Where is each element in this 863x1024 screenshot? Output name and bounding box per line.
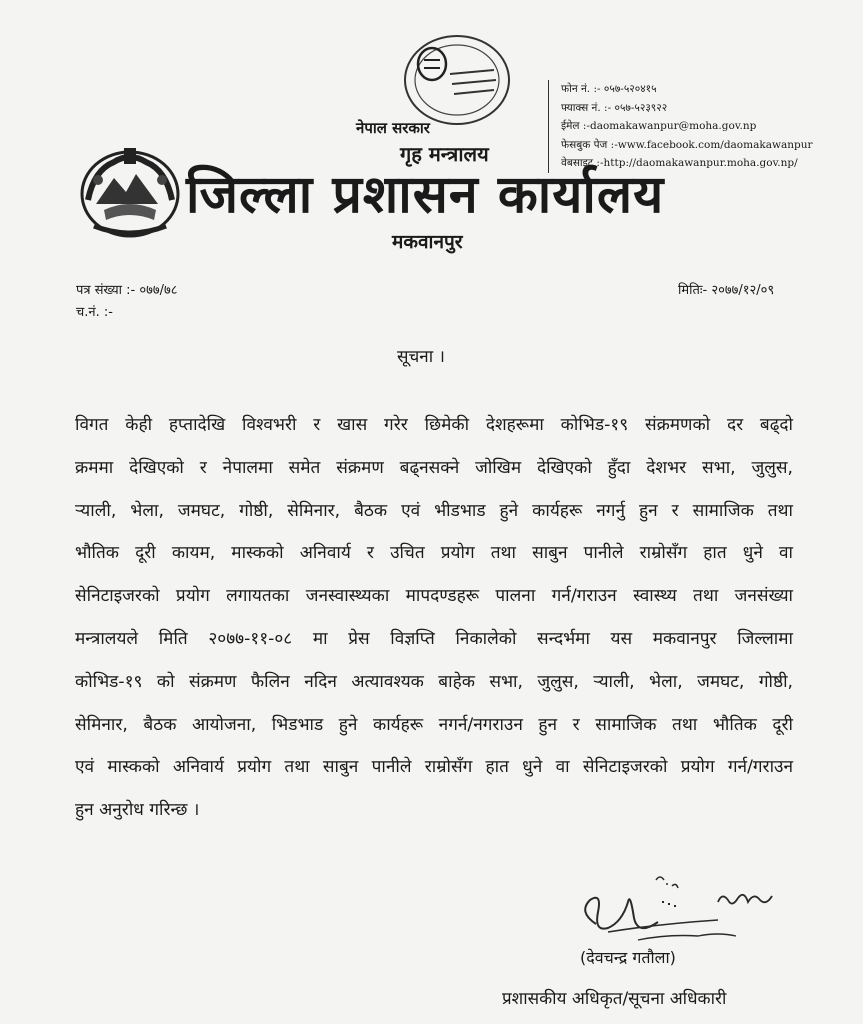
dispatch-number: च.नं. :- <box>76 305 113 320</box>
reference-block <box>76 280 178 324</box>
handwritten-signature <box>568 862 788 952</box>
notice-title: सूचना । <box>397 347 445 367</box>
body-line: विगत केही हप्तादेखि विश्वभरी र खास गरेर छिमेकी देशहरूमा कोभिड-१९ संक्रमणको दर बढ्दो <box>75 415 793 435</box>
body-line: हुन अनुरोध गरिन्छ । <box>75 800 200 821</box>
office-title: जिल्ला प्रशासन कार्यालय <box>186 165 665 225</box>
signer-name: (देवचन्द्र गतौला) <box>580 948 676 967</box>
body-line: सेनिटाइजरको प्रयोग लगायतका जनस्वास्थ्यका मापदण्डहरू पालना गर्न/गराउन स्वास्थ्य तथा जनसंख्या <box>75 586 793 607</box>
contact-email: ईमेल :-daomakawanpur@moha.gov.np <box>561 120 757 132</box>
notice-body <box>75 404 793 832</box>
body-line: सेमिनार, बैठक आयोजना, भिडभाड हुने कार्यहरू नगर्न/नगराउन हुन र सामाजिक तथा भौतिक दूरी <box>75 714 793 735</box>
contact-phone: फोन नं. :- ०५७-५२०४१५ <box>561 83 657 95</box>
letter-number: पत्र संख्या :- ०७७/७८ <box>76 283 178 298</box>
body-line: र्‍याली, भेला, जमघट, गोष्ठी, सेमिनार, बैठक एवं भीडभाड हुने कार्यहरू नगर्नु हुन र सामाजिक तथा <box>75 500 793 521</box>
letter-date: मितिः- २०७७/१२/०९ <box>678 283 775 298</box>
contact-facebook: फेसबुक पेज :-www.facebook.com/daomakawanpur <box>561 138 813 151</box>
body-line: भौतिक दूरी कायम, मास्कको अनिवार्य र उचित प्रयोग तथा साबुन पानीले राम्रोसँग हात धुने वा <box>75 543 793 564</box>
office-stamp-icon <box>398 30 516 130</box>
body-line: मन्त्रालयले मिति २०७७-११-०८ मा प्रेस विज्ञप्ति निकालेको सन्दर्भमा यस मकवानपुर जिल्लामा <box>75 628 793 649</box>
nepal-emblem-icon <box>74 140 186 244</box>
body-line: क्रममा देखिएको र नेपालमा समेत संक्रमण बढ्नसक्ने जोखिम देखिएको हुँदा देशभर सभा, जुलुस, <box>75 457 793 478</box>
contact-block <box>548 80 861 173</box>
contact-fax: फ्याक्स नं. :- ०५७-५२३९२२ <box>561 101 668 114</box>
district-name: मकवानपुर <box>392 231 463 253</box>
body-line: कोभिड-१९ को संक्रमण फैलिन नदिन अत्यावश्यक बाहेक सभा, जुलुस, र्‍याली, भेला, जमघट, गोष्ठी, <box>75 671 793 692</box>
signer-title: प्रशासकीय अधिकृत/सूचना अधिकारी <box>502 989 727 1009</box>
contact-website: वेबसाइट :-http://daomakawanpur.moha.gov.np/ <box>561 157 798 169</box>
body-line: एवं मास्कको अनिवार्य प्रयोग तथा साबुन पानीले राम्रोसँग हात धुने वा सेनिटाइजरको प्रयोग गर्न/गराउन <box>75 757 793 778</box>
government-name: नेपाल सरकार <box>356 119 430 137</box>
ministry-name: गृह मन्त्रालय <box>400 142 489 166</box>
